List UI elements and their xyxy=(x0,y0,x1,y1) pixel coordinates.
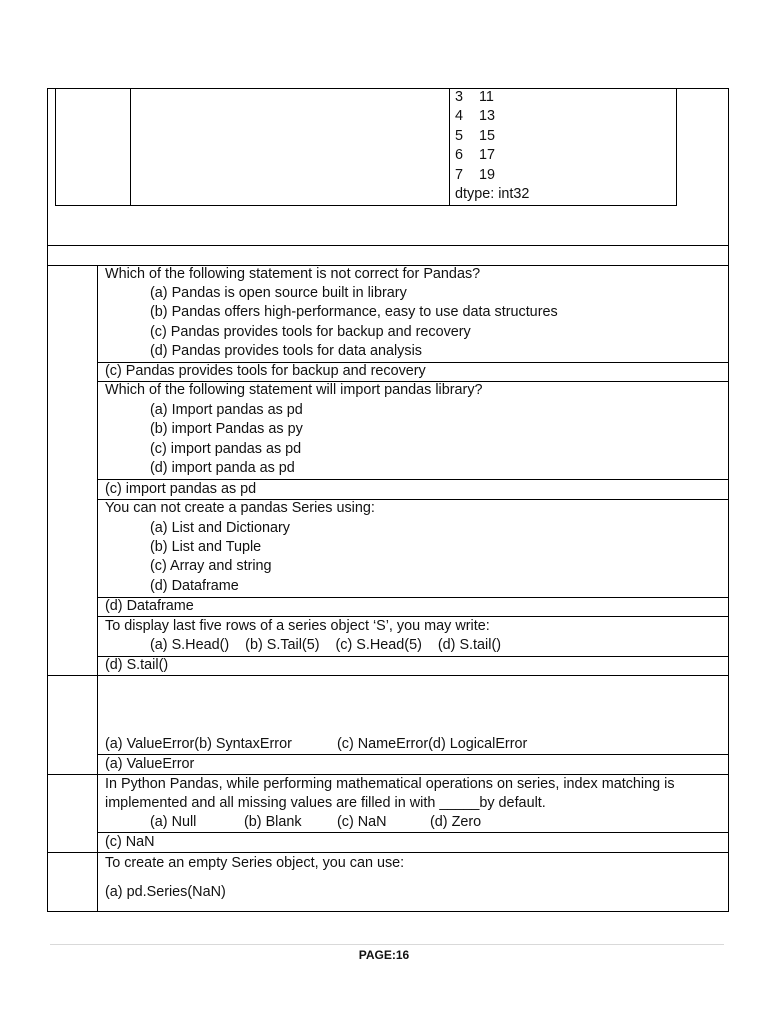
options-inline: (c) NameError(d) LogicalError xyxy=(337,736,528,752)
option: (b) Blank xyxy=(244,814,302,830)
option: (b) List and Tuple xyxy=(150,539,262,555)
question-text: Which of the following statement will import pandas library? xyxy=(105,382,483,398)
answer-text: (d) S.tail() xyxy=(105,657,169,673)
question-text: implemented and all missing values are filled in with _____by default. xyxy=(105,795,546,811)
series-dtype: dtype: int32 xyxy=(455,186,530,202)
series-row: 6 17 xyxy=(455,147,496,163)
question-text: In Python Pandas, while performing mathematical operations on series, index matching is xyxy=(105,776,675,792)
question-text: To display last five rows of a series object ‘S’, you may write: xyxy=(105,618,490,634)
option: (a) pd.Series(NaN) xyxy=(105,884,226,900)
series-row: 3 11 xyxy=(455,89,494,105)
option: (d) import panda as pd xyxy=(150,460,295,476)
footer-divider xyxy=(50,944,724,945)
answer-text: (c) Pandas provides tools for backup and recovery xyxy=(105,363,426,379)
option: (c) NaN xyxy=(337,814,387,830)
option: (d) Dataframe xyxy=(150,578,239,594)
series-row: 5 15 xyxy=(455,128,496,144)
answer-text: (d) Dataframe xyxy=(105,598,194,614)
question-text: To create an empty Series object, you can use: xyxy=(105,855,405,871)
options-inline: (a) S.Head() (b) S.Tail(5) (c) S.Head(5) (d) S.tail() xyxy=(150,637,502,653)
question-text: Which of the following statement is not correct for Pandas? xyxy=(105,266,481,282)
option: (b) Pandas offers high-performance, easy to use data structures xyxy=(150,304,558,320)
option: (d) Pandas provides tools for data analysis xyxy=(150,343,422,359)
option: (a) Pandas is open source built in library xyxy=(150,285,407,301)
option: (b) import Pandas as py xyxy=(150,421,303,437)
question-text: You can not create a pandas Series using: xyxy=(105,500,375,516)
option: (c) Pandas provides tools for backup and recovery xyxy=(150,324,471,340)
series-row: 4 13 xyxy=(455,108,496,124)
series-row: 7 19 xyxy=(455,167,496,183)
option: (d) Zero xyxy=(430,814,482,830)
page-number: PAGE:16 xyxy=(358,948,410,962)
option: (a) Null xyxy=(150,814,197,830)
option: (a) Import pandas as pd xyxy=(150,402,303,418)
option: (c) import pandas as pd xyxy=(150,441,302,457)
answer-text: (c) NaN xyxy=(105,834,155,850)
answer-text: (c) import pandas as pd xyxy=(105,481,257,497)
option: (a) List and Dictionary xyxy=(150,520,290,536)
options-inline: (a) ValueError(b) SyntaxError xyxy=(105,736,292,752)
answer-text: (a) ValueError xyxy=(105,756,195,772)
option: (c) Array and string xyxy=(150,558,272,574)
